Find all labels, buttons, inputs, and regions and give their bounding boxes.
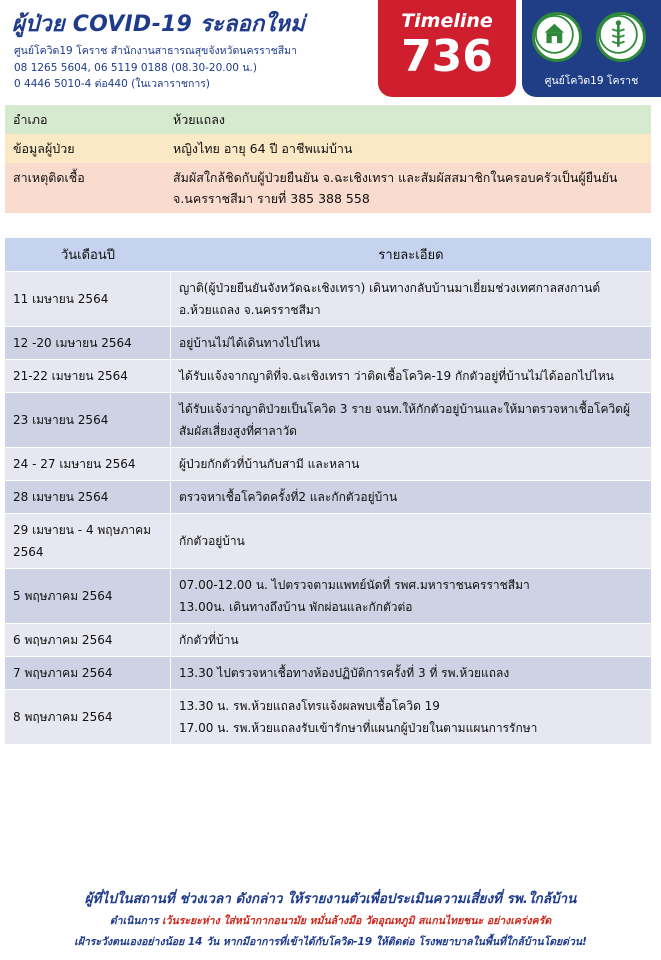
logo-panel xyxy=(522,0,661,97)
timeline-detail xyxy=(171,656,651,689)
timeline-date: 8 พฤษภาคม 2564 xyxy=(5,689,171,744)
timeline-badge xyxy=(378,0,516,97)
timeline-row xyxy=(5,623,651,656)
date-column-header: วันเดือนปี xyxy=(5,237,171,271)
timeline-row xyxy=(5,271,651,326)
timeline-date: 6 พฤษภาคม 2564 xyxy=(5,623,171,656)
logo-caption: ศูนย์โควิด19 โคราช xyxy=(544,75,639,87)
footer-instructions xyxy=(0,912,661,929)
footer-instructions-prefix: ดำเนินการ xyxy=(109,915,159,927)
timeline-header-row xyxy=(5,237,651,271)
timeline-detail-line: 13.00น. เดินทางถึงบ้าน พักผ่อนและกักตัวต่อ xyxy=(179,600,413,614)
timeline-detail-line: 17.00 น. รพ.ห้วยแถลงรับเข้ารักษาที่แผนกผู้ป่วยในตามแผนการรักษา xyxy=(179,721,538,735)
timeline-detail xyxy=(171,392,651,447)
footer-notice: ผู้ที่ไปในสถานที่ ช่วงเวลา ดังกล่าว ให้รายงานตัวเพื่อประเมินความเสี่ยงที่ รพ.ใกล้บ้าน xyxy=(84,891,577,907)
timeline-row xyxy=(5,568,651,623)
contact-phone-hotline: 08 1265 5604, 06 5119 0188 (08.30-20.00 น.) xyxy=(14,62,257,74)
timeline-date: 28 เมษายน 2564 xyxy=(5,480,171,513)
timeline-date: 11 เมษายน 2564 xyxy=(5,271,171,326)
timeline-detail-line: 07.00-12.00 น. ไปตรวจตามแพทย์นัดที่ รพศ.มหาราชนครราชสีมา xyxy=(179,578,530,592)
timeline-row xyxy=(5,689,651,744)
timeline-row xyxy=(5,392,651,447)
timeline-detail xyxy=(171,623,651,656)
district-value: ห้วยแถลง xyxy=(165,105,651,134)
patient-label: ข้อมูลผู้ป่วย xyxy=(5,134,165,163)
timeline-date: 23 เมษายน 2564 xyxy=(5,392,171,447)
timeline-detail-line: กักตัวที่บ้าน xyxy=(179,633,239,647)
timeline-row xyxy=(5,480,651,513)
timeline-detail xyxy=(171,568,651,623)
footer-instructions-highlight: เว้นระยะห่าง ใส่หน้ากากอนามัย หมั่นล้างมือ วัดอุณหภูมิ สแกนไทยชนะ อย่างเคร่งครัด xyxy=(162,915,552,927)
timeline-row xyxy=(5,513,651,568)
timeline-detail-line: ได้รับแจ้งว่าญาติป่วยเป็นโควิด 3 ราย จนท.ให้กักตัวอยู่บ้านและให้มาตรวจหาเชื้อโควิดผู้สัมผัสเสี่ยงสูงที่ศาลาวัด xyxy=(179,402,631,438)
timeline-row xyxy=(5,359,651,392)
provincial-health-office-logo xyxy=(532,12,582,62)
district-row xyxy=(5,105,651,134)
organization-name: ศูนย์โควิด19 โคราช สำนักงานสาธารณสุขจังหวัดนครราชสีมา xyxy=(14,45,297,57)
timeline-detail xyxy=(171,326,651,359)
timeline-date: 7 พฤษภาคม 2564 xyxy=(5,656,171,689)
patient-value: หญิงไทย อายุ 64 ปี อาชีพแม่บ้าน xyxy=(165,134,651,163)
timeline-detail-line: ได้รับแจ้งจากญาติที่จ.ฉะเชิงเทรา ว่าติดเชื้อโควิค-19 กักตัวอยู่ที่บ้านไม่ได้ออกไปไหน xyxy=(179,369,614,383)
timeline-detail-line: 13.30 ไปตรวจหาเชื้อทางห้องปฏิบัติการครั้งที่ 3 ที่ รพ.ห้วยแถลง xyxy=(179,666,510,680)
timeline-detail-line: ญาติ(ผู้ป่วยยืนยันจังหวัดฉะเชิงเทรา) เดินทางกลับบ้านมาเยี่ยมช่วงเทศกาลสงกานต์ อ.ห้วยแถลง จ.นครราชสีมา xyxy=(179,281,601,317)
patient-row xyxy=(5,134,651,163)
timeline-label: Timeline xyxy=(401,10,493,32)
timeline-detail xyxy=(171,271,651,326)
timeline-row xyxy=(5,326,651,359)
footer-warning: เฝ้าระวังตนเองอย่างน้อย 14 วัน หากมีอาการที่เข้าได้กับโควิด-19 ให้ติดต่อ โรงพยาบาลในพื้นที่ใกล้บ้านโดยด่วน! xyxy=(74,936,587,948)
provincial-health-office-emblem-icon xyxy=(535,15,579,59)
timeline-table xyxy=(5,237,651,744)
timeline-detail-line: อยู่บ้านไม่ได้เดินทางไปไหน xyxy=(179,336,320,350)
district-label: อำเภอ xyxy=(5,105,165,134)
timeline-row xyxy=(5,447,651,480)
timeline-detail-line: ผู้ป่วยกักตัวที่บ้านกับสามี และหลาน xyxy=(179,457,360,471)
ministry-of-public-health-logo xyxy=(596,12,646,62)
timeline-detail xyxy=(171,359,651,392)
header xyxy=(0,0,661,103)
timeline-detail-line: ตรวจหาเชื้อโควิดครั้งที่2 และกักตัวอยู่บ้าน xyxy=(179,490,398,504)
timeline-detail xyxy=(171,513,651,568)
cause-value: สัมผัสใกล้ชิดกับผู้ป่วยยืนยัน จ.ฉะเชิงเทรา และสัมผัสสมาชิกในครอบครัวเป็นผู้ยืนยัน จ.นครราชสีมา รายที่ 385 388 558 xyxy=(165,163,651,213)
timeline-detail xyxy=(171,689,651,744)
ministry-of-public-health-emblem-icon xyxy=(599,15,643,59)
cause-label: สาเหตุติดเชื้อ xyxy=(5,163,165,213)
timeline-date: 29 เมษายน - 4 พฤษภาคม 2564 xyxy=(5,513,171,568)
page-title: ผู้ป่วย COVID-19 ระลอกใหม่ xyxy=(12,12,305,37)
timeline-detail xyxy=(171,447,651,480)
timeline-number: 736 xyxy=(401,31,493,82)
timeline-body xyxy=(5,271,651,744)
timeline-detail-line: 13.30 น. รพ.ห้วยแถลงโทรแจ้งผลพบเชื้อโควิด 19 xyxy=(179,699,440,713)
timeline-date: 12 -20 เมษายน 2564 xyxy=(5,326,171,359)
cause-row xyxy=(5,163,651,213)
detail-column-header: รายละเอียด xyxy=(171,237,651,271)
timeline-date: 24 - 27 เมษายน 2564 xyxy=(5,447,171,480)
timeline-date: 5 พฤษภาคม 2564 xyxy=(5,568,171,623)
timeline-detail xyxy=(171,480,651,513)
patient-info-table xyxy=(5,105,651,213)
contact-phone-office: 0 4446 5010-4 ต่อ440 (ในเวลาราชการ) xyxy=(14,78,210,90)
timeline-detail-line: กักตัวอยู่บ้าน xyxy=(179,534,245,548)
timeline-date: 21-22 เมษายน 2564 xyxy=(5,359,171,392)
timeline-row xyxy=(5,656,651,689)
